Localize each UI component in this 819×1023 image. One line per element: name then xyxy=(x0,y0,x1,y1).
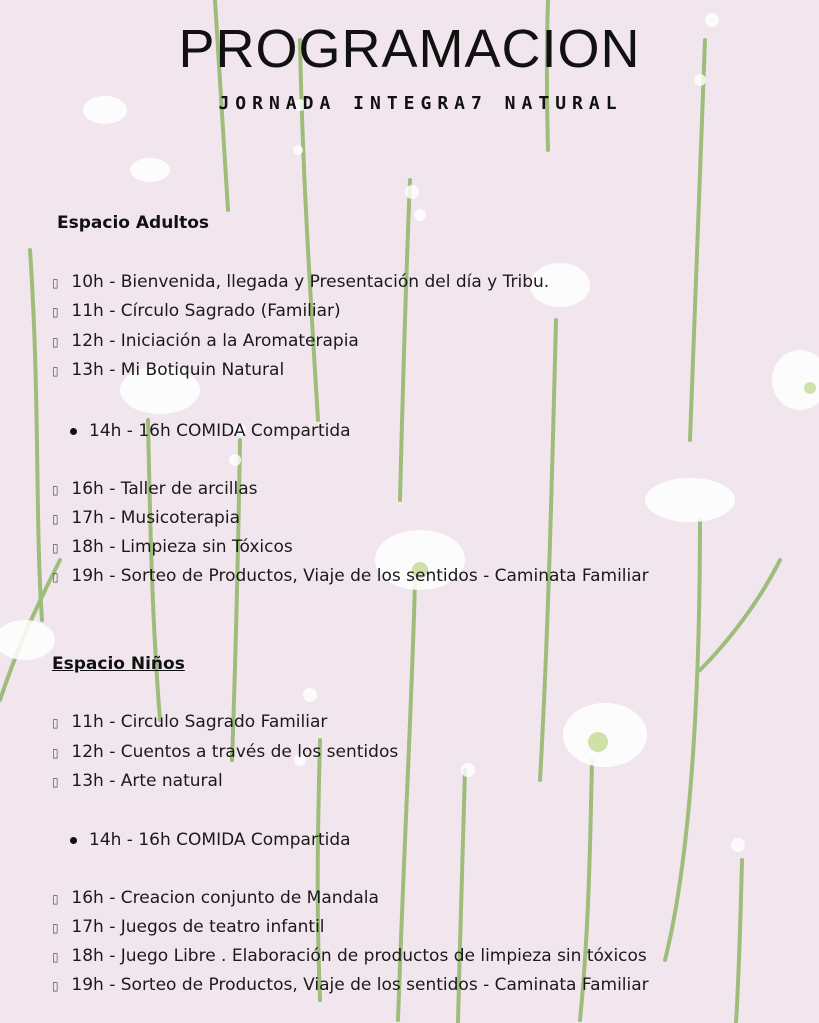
list-item-text: 12h - Iniciación a la Aromaterapia xyxy=(71,331,359,351)
bullet-icon: ▯ xyxy=(52,746,59,760)
lunch-text: 14h - 16h COMIDA Compartida xyxy=(89,830,351,850)
bullet-icon: ▯ xyxy=(52,364,59,378)
list-item xyxy=(52,975,649,995)
list-item xyxy=(52,272,549,292)
page-title: PROGRAMACION xyxy=(178,19,641,79)
list-item-text: 11h - Círculo Sagrado (Familiar) xyxy=(71,301,341,321)
page-subtitle: JORNADA INTEGRA7 NATURAL xyxy=(218,93,623,114)
bullet-icon: ▯ xyxy=(52,950,59,964)
bullet-dot-icon xyxy=(70,837,77,844)
bullet-icon: ▯ xyxy=(52,921,59,935)
list-item-text: 17h - Juegos de teatro infantil xyxy=(71,917,325,937)
bullet-icon: ▯ xyxy=(52,979,59,993)
list-item xyxy=(52,946,647,966)
lunch-item xyxy=(70,830,351,850)
list-item xyxy=(52,537,293,557)
bullet-dot-icon xyxy=(70,428,77,435)
list-item xyxy=(52,301,341,321)
list-item xyxy=(52,479,258,499)
list-item xyxy=(52,888,379,908)
list-item xyxy=(52,742,398,762)
bullet-icon: ▯ xyxy=(52,512,59,526)
kids-section-heading: Espacio Niños xyxy=(52,654,185,674)
list-item-text: 17h - Musicoterapia xyxy=(71,508,240,528)
adults-section-heading: Espacio Adultos xyxy=(57,213,210,233)
bullet-icon: ▯ xyxy=(52,541,59,555)
lunch-item xyxy=(70,421,351,441)
list-item xyxy=(52,712,327,732)
list-item xyxy=(52,508,240,528)
bullet-icon: ▯ xyxy=(52,716,59,730)
list-item-text: 11h - Circulo Sagrado Familiar xyxy=(71,712,328,732)
lunch-text: 14h - 16h COMIDA Compartida xyxy=(89,421,351,441)
list-item xyxy=(52,917,325,937)
bullet-icon: ▯ xyxy=(52,305,59,319)
list-item xyxy=(52,331,359,351)
bullet-icon: ▯ xyxy=(52,892,59,906)
list-item xyxy=(52,360,284,380)
list-item-text: 12h - Cuentos a través de los sentidos xyxy=(71,742,399,762)
list-item-text: 10h - Bienvenida, llegada y Presentación del día y Tribu. xyxy=(71,272,550,292)
list-item-text: 13h - Mi Botiquin Natural xyxy=(71,360,285,380)
bullet-icon: ▯ xyxy=(52,775,59,789)
bullet-icon: ▯ xyxy=(52,276,59,290)
list-item xyxy=(52,771,223,791)
list-item xyxy=(52,566,649,586)
list-item-text: 13h - Arte natural xyxy=(71,771,223,791)
list-item-text: 18h - Juego Libre . Elaboración de productos de limpieza sin tóxicos xyxy=(71,946,647,966)
list-item-text: 16h - Creacion conjunto de Mandala xyxy=(71,888,379,908)
list-item-text: 19h - Sorteo de Productos, Viaje de los sentidos - Caminata Familiar xyxy=(71,975,649,995)
bullet-icon: ▯ xyxy=(52,335,59,349)
bullet-icon: ▯ xyxy=(52,483,59,497)
list-item-text: 16h - Taller de arcillas xyxy=(71,479,258,499)
list-item-text: 19h - Sorteo de Productos, Viaje de los sentidos - Caminata Familiar xyxy=(71,566,649,586)
bullet-icon: ▯ xyxy=(52,570,59,584)
list-item-text: 18h - Limpieza sin Tóxicos xyxy=(71,537,293,557)
